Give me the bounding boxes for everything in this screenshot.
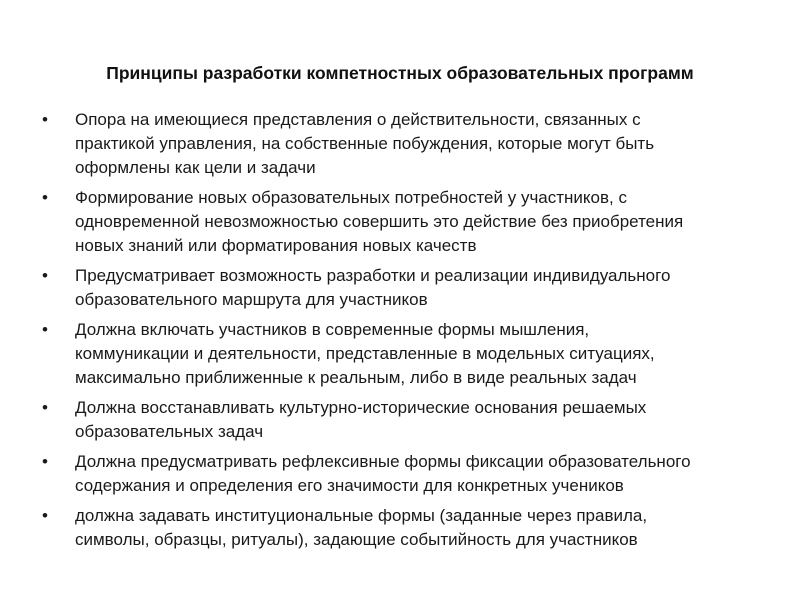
bullet-icon: •	[42, 320, 48, 339]
slide-title: Принципы разработки компетностных образовательных программ	[106, 63, 694, 83]
bullet-text: Должна предусматривать рефлексивные формы фиксации образовательного содержания и определения его значимости для конкретных учеников	[75, 452, 691, 495]
bullet-item	[40, 264, 770, 312]
bullet-icon: •	[42, 506, 48, 525]
bullet-item	[40, 186, 770, 258]
bullet-text: должна задавать институциональные формы (заданные через правила, символы, образцы, ритуалы), задающие событийность для участников	[75, 506, 648, 549]
bullet-item	[40, 318, 770, 390]
bullet-icon: •	[42, 110, 48, 129]
bullet-item	[40, 504, 770, 552]
bullet-icon: •	[42, 188, 48, 207]
bullet-icon: •	[42, 398, 48, 417]
bullet-text: Предусматривает возможность разработки и реализации индивидуального образовательного маршрута для участников	[75, 266, 671, 309]
bullet-text: Должна восстанавливать культурно-исторические основания решаемых образовательных задач	[75, 398, 647, 441]
bullet-text: Формирование новых образовательных потребностей у участников, с одновременной невозможностью совершить это действие без приобретения новых знаний или форматирования новых качеств	[75, 188, 684, 255]
bullet-item	[40, 396, 770, 444]
bullet-list	[40, 108, 770, 558]
bullet-text: Опора на имеющиеся представления о действительности, связанных с практикой управления, на собственные побуждения, которые могут быть оформлены как цели и задачи	[75, 110, 655, 177]
bullet-icon: •	[42, 452, 48, 471]
bullet-text: Должна включать участников в современные формы мышления, коммуникации и деятельности, представленные в модельных ситуациях, максимально приближенные к реальным, либо в виде реальных задач	[75, 320, 655, 387]
bullet-item	[40, 450, 770, 498]
bullet-icon: •	[42, 266, 48, 285]
bullet-item	[40, 108, 770, 180]
